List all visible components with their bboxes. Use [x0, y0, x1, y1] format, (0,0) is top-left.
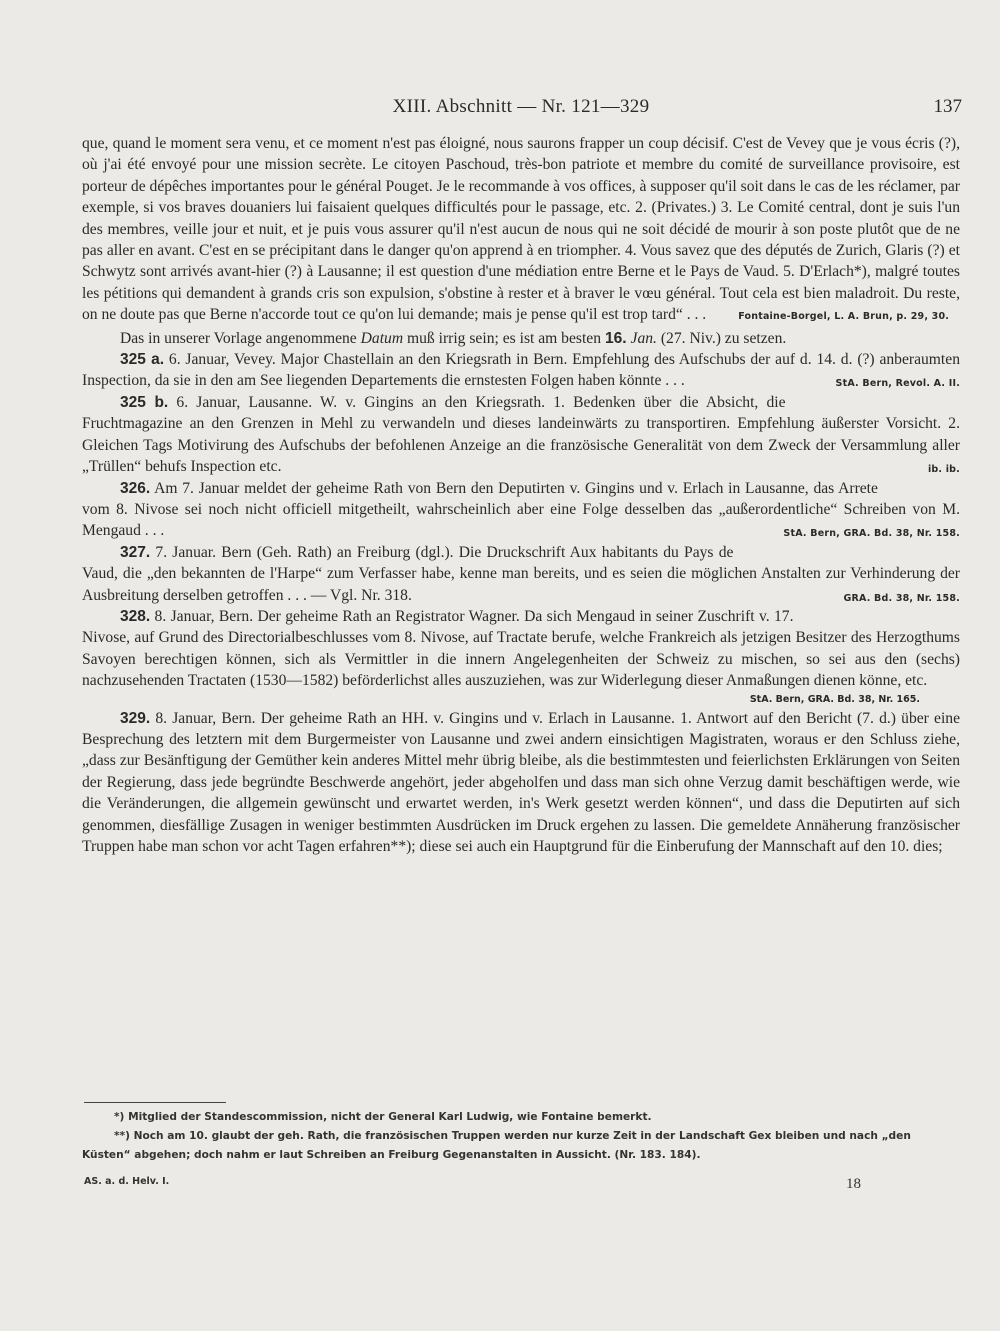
entry-number: 327. [120, 543, 151, 561]
entry-326 [82, 478, 960, 542]
paragraph-date-note [82, 328, 960, 349]
entry-text: 6. Januar, Lausanne. W. v. Gingins an den Kriegsrath. 1. Bedenken über die Absicht, die Fruchtmagazine an den Grenzen in Mehl zu verwandeln und dieses landeinwärts zu transportiren. Empfehlung äußerster Vorsicht. 2. Gleichen Tags Motivirung des Aufschubs der befohlenen Anzeige an die französische Generalität von dem Zweck der Versammlung aller „Trüllen“ behufs Inspection etc. [82, 393, 960, 476]
page-number: 137 [933, 96, 962, 117]
main-text [82, 133, 960, 857]
corrected-month: Jan. [630, 329, 657, 347]
entry-number: 326. [120, 479, 151, 497]
entry-text: 8. Januar, Bern. Der geheime Rath an Registrator Wagner. Da sich Mengaud in seiner Zuschrift v. 17. Nivose, auf Grund des Directorialbeschlusses vom 8. Nivose, auf Tractate berufe, welche Frankreich als jetzigen Besitzer des Herzogthums Savoyen berechtigen können, sich als Vermittler in die innern Angelegenheiten der Schweiz zu mischen, so sei aus den (sechs) nachzusehenden Tractaten (1530—1582) beförderlichst alles auszuziehen, was zur Widerlegung dieser Anmaßungen dienen könne, etc. [82, 607, 960, 690]
date-note-text-2: muß irrig sein; es ist am besten [407, 329, 602, 347]
running-title: XIII. Abschnitt — Nr. 121—329 [392, 96, 650, 117]
source-citation: GRA. Bd. 38, Nr. 158. [843, 592, 960, 604]
footnote-divider [84, 1102, 226, 1103]
footnote-1: *) Mitglied der Standescommission, nicht der General Karl Ludwig, wie Fontaine bemerkt. [114, 1111, 652, 1123]
entry-327 [82, 542, 960, 606]
source-citation: StA. Bern, Revol. A. II. [835, 378, 960, 390]
date-note-text-3: (27. Niv.) zu setzen. [660, 329, 787, 347]
entry-text: 8. Januar, Bern. Der geheime Rath an HH. v. Gingins und v. Erlach in Lausanne. 1. Antwort auf den Bericht (7. d.) über eine Besprechung des letztern mit dem Burgermeister von Lausanne und zwei andern einsichtigen Magistraten, woraus er den Schluss ziehe, „dass zur Besänftigung der Gemüther kein anderes Mittel mehr übrig bleibe, als die bestimmtesten und feierlichsten Erklärungen von Seiten der Regierung, dass jede begründte Beschwerde angehört, jeder abgeholfen und dass man sich ohne Verzug damit beschäftigen werde, wie die Veränderungen, die allgemein gewünscht und erwartet werden, in's Werk gesetzt werden können“, und dass die Deputirten auf sich genommen, diesfällige Zusagen in weniger bestimmten Ausdrücken im Druck ergehen zu lassen. Die gemeldete Annäherung französischer Truppen habe man schon vor acht Tagen erfahren**); diese sei auch ein Hauptgrund für die Einberufung der Mannschaft auf den 10. dies; [82, 709, 960, 855]
entry-328 [82, 606, 960, 692]
page-header [80, 96, 962, 122]
footnotes [82, 1108, 960, 1165]
entry-number: 329. [120, 709, 151, 727]
footer-series-title: AS. a. d. Helv. I. [84, 1176, 170, 1187]
entry-text: Am 7. Januar meldet der geheime Rath von Bern den Deputirten v. Gingins und v. Erlach in Lausanne, das Arrete vom 8. Nivose sei noch nicht officiell mitgetheilt, wahrscheinlich aber eine Folge desselben das „außerordentliche“ Schreiben von M. Mengaud . . . [82, 479, 960, 540]
entry-text: 6. Januar, Vevey. Major Chastellain an den Kriegsrath in Bern. Empfehlung des Aufschubs der auf d. 14. d. (?) anberaumten Inspection, da sie in den am See liegenden Departements die ernstesten Folgen haben könnte . . . [82, 351, 960, 390]
date-note-text: Das in unserer Vorlage angenommene [120, 329, 357, 347]
paragraph-letter-continuation [82, 133, 960, 328]
footnote-2: **) Noch am 10. glaubt der geh. Rath, die französischen Truppen werden nur kurze Zeit in der Landschaft Gex bleiben und nach „den Küsten“ abgehen; doch nahm er laut Schreiben an Freiburg Gegenanstalten in Aussicht. (Nr. 183. 184). [82, 1130, 911, 1161]
entry-325a [82, 349, 960, 392]
entry-329 [82, 708, 960, 858]
datum-word: Datum [360, 329, 404, 347]
entry-325b [82, 392, 960, 478]
entry-number: 325 b. [120, 393, 169, 411]
source-citation: StA. Bern, GRA. Bd. 38, Nr. 165. [749, 693, 920, 705]
printer-signature-mark: 18 [846, 1176, 861, 1192]
entry-number: 328. [120, 607, 151, 625]
corrected-day: 16. [604, 329, 627, 347]
entry-text: 7. Januar. Bern (Geh. Rath) an Freiburg (dgl.). Die Druckschrift Aux habitants du Pays de Vaud, die „den bekannten de l'Harpe“ zum Verfasser habe, kenne man bereits, und es seien die möglichen Anstalten zur Verhinderung der Ausbreitung derselben getroffen . . . — Vgl. Nr. 318. [82, 543, 960, 604]
letter-text: que, quand le moment sera venu, et ce moment n'est pas éloigné, nous saurons frapper un coup décisif. C'est de Vevey que je vous écris (?), où j'ai été envoyé pour une mission secrète. Le citoyen Paschoud, très-bon patriote et membre du comité de surveillance provisoire, est porteur de dépêches importantes pour le général Pouget. Je le recommande à vos offices, à supposer qu'il soit dans le cas de les réclamer, par exemple, si vos braves douaniers lui faisaient quelques difficultés pour le passage, etc. 2. (Privates.) 3. Le Comité central, dont je suis l'un des membres, veille jour et nuit, et je puis vous assurer qu'il n'est aucun de nous qui ne soit décidé de mourir à son poste plutôt que de ne pas aller en avant. C'est en se précipitant dans le danger qu'on apprend à en triompher. 4. Vous savez que des députés de Zurich, Glaris (?) et Schwytz sont arrivés avant-hier (?) à Lausanne; il est question d'une médiation entre Berne et le Pays de Vaud. 5. D'Erlach*), malgré toutes les pétitions qui demandent à grands cris son expulsion, s'obstine à rester et à braver le vœu général. Tout cela est bien maladroit. Du reste, on ne doute pas que Berne n'accorde tout ce qu'on lui demande; mais je pense qu'il est trop tard“ . . . [82, 135, 960, 324]
source-citation: Fontaine-Borgel, L. A. Brun, p. 29, 30. [738, 311, 950, 323]
source-citation: StA. Bern, GRA. Bd. 38, Nr. 158. [783, 528, 960, 540]
entry-number: 325 a. [120, 351, 165, 369]
source-citation: ib. ib. [927, 464, 960, 476]
